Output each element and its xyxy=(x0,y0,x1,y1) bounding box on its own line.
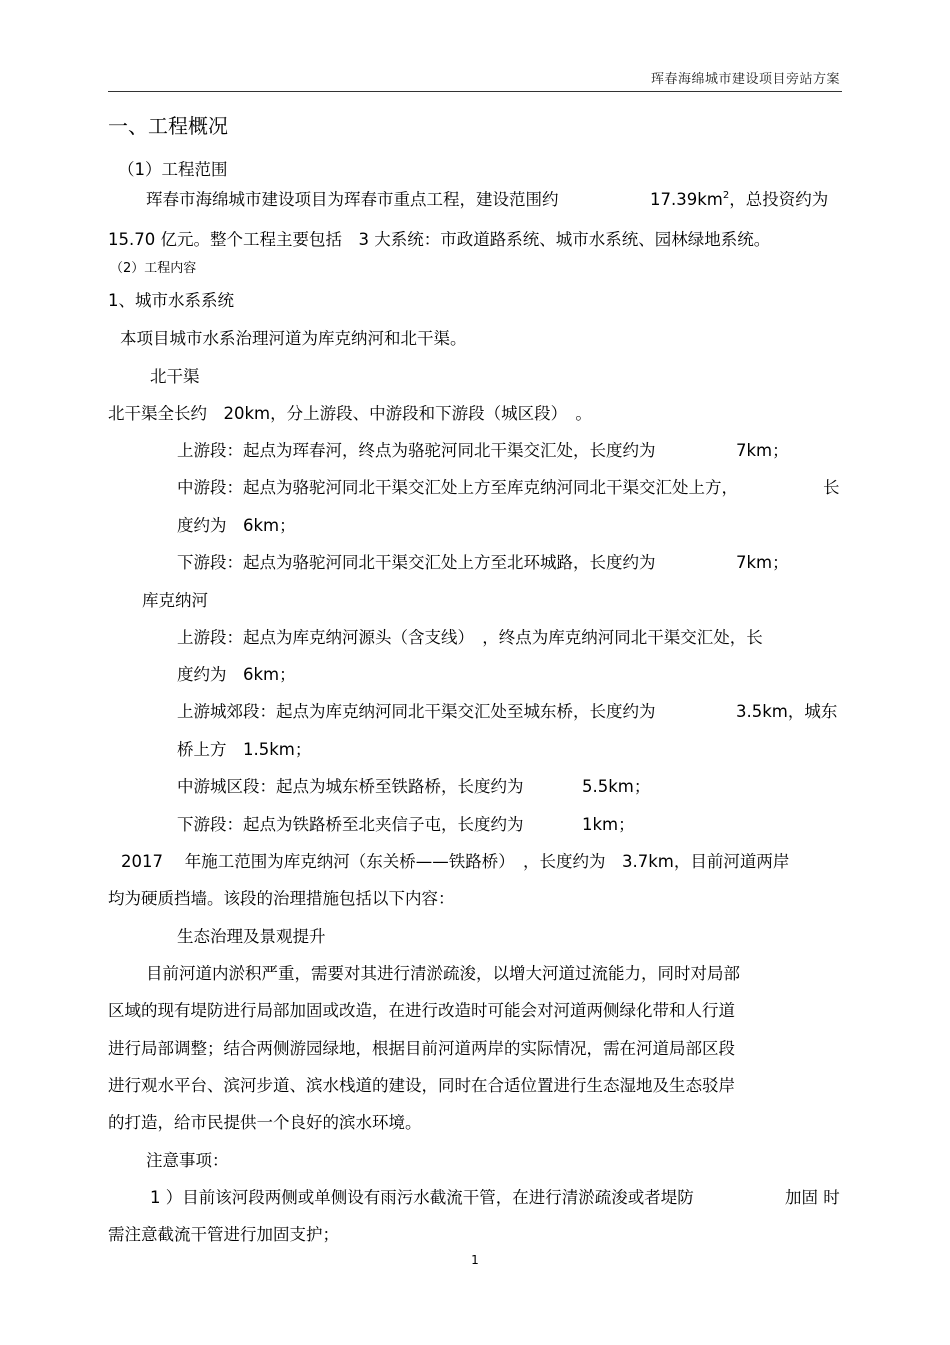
bgq-upstream-b: 7km； xyxy=(736,441,789,460)
bgq-downstream-a: 下游段：起点为骆驼河同北干渠交汇处上方至北环城路，长度约为 xyxy=(177,553,656,572)
water-heading: 1、城市水系系统 xyxy=(108,291,234,310)
kkn-downstream-a: 下游段：起点为铁路桥至北夹信子屯，长度约为 xyxy=(177,815,524,834)
bgq-midstream-c: 度约为 6km； xyxy=(177,516,296,535)
kkn-upstream-b: 度约为 6km； xyxy=(177,665,296,684)
bgq-title: 北干渠 xyxy=(150,367,200,386)
note-1c: 需注意截流干管进行加固支护； xyxy=(108,1225,339,1244)
kkn-title: 库克纳河 xyxy=(142,591,208,610)
kkn-suburban-a: 上游城郊段：起点为库克纳河同北干渠交汇处至城东桥，长度约为 xyxy=(177,702,656,721)
bgq-midstream-b: 长 xyxy=(823,478,840,497)
eco-line-1: 目前河道内淤积严重，需要对其进行清淤疏浚，以增大河道过流能力，同时对局部 xyxy=(146,964,740,983)
eco-title: 生态治理及景观提升 xyxy=(177,927,326,946)
kkn-upstream-a: 上游段：起点为库克纳河源头（含支线） ，终点为库克纳河同北干渠交汇处，长 xyxy=(177,628,763,647)
page-number: 1 xyxy=(471,1253,479,1267)
kkn-suburban-b: 3.5km，城东 xyxy=(736,702,838,721)
note-1b: 加固 时 xyxy=(785,1188,840,1207)
scope-paragraph-line-2: 15.70 亿元。整个工程主要包括 3 大系统：市政道路系统、城市水系统、园林绿地系统。 xyxy=(108,230,771,249)
note-1a: 1 ）目前该河段两侧或单侧设有雨污水截流干管，在进行清淤疏浚或者堤防 xyxy=(150,1188,694,1207)
scope-2017-b: 均为硬质挡墙。该段的治理措施包括以下内容： xyxy=(108,889,455,908)
eco-line-3: 进行局部调整；结合两侧游园绿地，根据目前河道两岸的实际情况，需在河道局部区段 xyxy=(108,1039,735,1058)
kkn-suburban-c: 桥上方 1.5km； xyxy=(177,740,312,759)
section-heading: 一、工程概况 xyxy=(108,114,228,138)
note-title: 注意事项： xyxy=(146,1151,229,1170)
running-header: 珲春海绵城市建设项目旁站方案 xyxy=(650,72,840,87)
bgq-desc: 北干渠全长约 20km，分上游段、中游段和下游段（城区段） 。 xyxy=(108,404,592,423)
content-label: （2）工程内容 xyxy=(110,261,197,276)
kkn-midstream-a: 中游城区段：起点为城东桥至铁路桥，长度约为 xyxy=(177,777,524,796)
scope-2017-a: 2017 年施工范围为库克纳河（东关桥——铁路桥） ，长度约为 3.7km，目前河道两岸 xyxy=(121,852,790,871)
scope-area xyxy=(650,189,828,211)
bgq-downstream-b: 7km； xyxy=(736,553,789,572)
kkn-midstream-b: 5.5km； xyxy=(582,777,651,796)
scope-paragraph-line-1a: 珲春市海绵城市建设项目为珲春市重点工程，建设范围约 xyxy=(146,190,559,209)
bgq-upstream-a: 上游段：起点为珲春河，终点为骆驼河同北干渠交汇处，长度约为 xyxy=(177,441,656,460)
eco-line-4: 进行观水平台、滨河步道、滨水栈道的建设，同时在合适位置进行生态湿地及生态驳岸 xyxy=(108,1076,735,1095)
scope-area-value: 17.39km xyxy=(650,190,723,209)
scope-paragraph-line-1b: ，总投资约为 xyxy=(729,190,829,209)
water-intro: 本项目城市水系治理河道为库克纳河和北干渠。 xyxy=(120,329,467,348)
eco-line-5: 的打造，给市民提供一个良好的滨水环境。 xyxy=(108,1113,422,1132)
eco-line-2: 区域的现有堤防进行局部加固或改造，在进行改造时可能会对河道两侧绿化带和人行道 xyxy=(108,1001,735,1020)
scope-area-sup: 2 xyxy=(722,190,730,201)
bgq-midstream-a: 中游段：起点为骆驼河同北干渠交汇处上方至库克纳河同北干渠交汇处上方， xyxy=(177,478,738,497)
kkn-downstream-b: 1km； xyxy=(582,815,635,834)
scope-label: （1）工程范围 xyxy=(118,160,228,179)
header-rule xyxy=(108,91,842,92)
